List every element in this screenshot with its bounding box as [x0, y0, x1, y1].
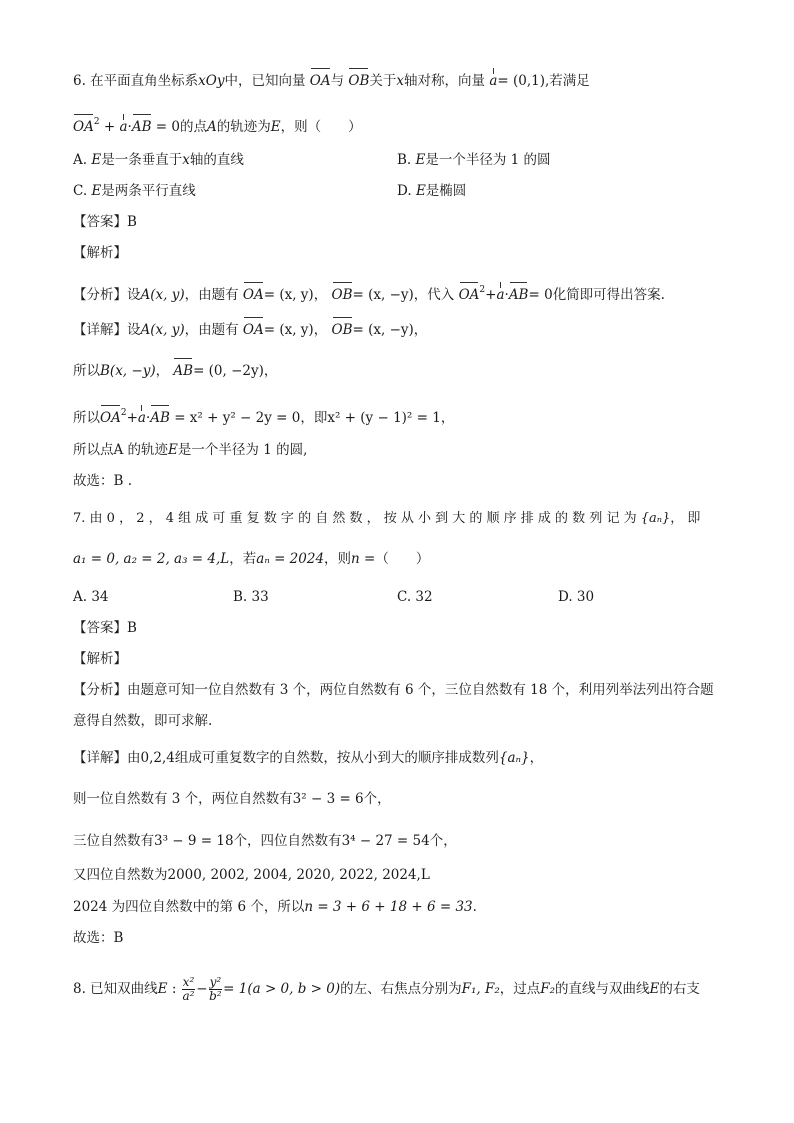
q7-option-d: D. 30 [558, 589, 595, 605]
q6-option-d: D. E是椭圆 [397, 183, 467, 199]
q7-xiangjie-line1: 【详解】由0,2,4组成可重复数字的自然数，按从小到大的顺序排成数列{aₙ}， [73, 750, 544, 766]
q6-stem-line1: 6. 在平面直角坐标系xOy中，已知向量 OA与 OB关于x轴对称，向量 a= (0,1),若满足 [73, 73, 590, 89]
q6-option-a: A. E是一条垂直于x轴的直线 [73, 152, 244, 168]
q6-line-B: 所以B(x, −y)， AB= (0, −2y)， [73, 363, 278, 379]
q6-line-equation: 所以$OA^2+a\cdot AB = x^2 + y^2 - 2y = 0$，即x² + (y − 1)² = 1， [73, 408, 455, 426]
q6-xiangjie: 【详解】设A(x, y)，由题有 OA= (x, y)， OB= (x, −y)， [73, 322, 428, 338]
q6-fenxi: 【分析】设A(x, y)，由题有 OA= (x, y)， OB= (x, −y)，代入 $OA^2+a\cdot AB= 0$化简即可得出答案. [73, 285, 665, 303]
q7-xiangjie-line3: 三位自然数有3³ − 9 = 18个，四位自然数有3⁴ − 27 = 54个， [73, 833, 457, 849]
q7-fenxi-line2: 意得自然数，即可求解. [73, 713, 213, 729]
q6-analysis-heading: 【解析】 [73, 245, 127, 261]
fraction-y2-b2: $\frac{\text{y²}}{\text{b²}}$ [209, 975, 222, 1003]
q7-fenxi-line1: 【分析】由题意可知一位自然数有 3 个，两位自然数有 6 个，三位自然数有 18 个，利用列举法列出符合题 [73, 682, 714, 698]
fraction-x2-a2: $\frac{\text{x²}}{\text{a²}}$ [182, 975, 195, 1003]
q6-answer: 【答案】B [73, 214, 137, 230]
q6-choose: 故选：B . [73, 473, 133, 489]
q7-answer: 【答案】B [73, 620, 137, 636]
q6-option-c: C. E是两条平行直线 [73, 183, 196, 199]
q7-option-a: A. 34 [73, 589, 109, 605]
q7-xiangjie-line4: 又四位自然数为2000, 2002, 2004, 2020, 2022, 2024,L [73, 867, 430, 883]
q7-stem-line1: 7. 由 0 ， 2 ， 4 组 成 可 重 复 数 字 的 自 然 数 ， 按 从 小 到 大 的 顺 序 排 成 的 数 列 记 为 {aₙ}， 即 [73, 511, 701, 526]
q6-stem-line2: $OA^2 + a\cdot AB = 0$的点A的轨迹为E，则（ ） [73, 117, 362, 135]
q7-xiangjie-line5: 2024 为四位自然数中的第 6 个，所以n = 3 + 6 + 18 + 6 = 33. [73, 899, 477, 915]
q6-option-b: B. E是一个半径为 1 的圆 [397, 152, 551, 168]
q7-stem-line2: a₁ = 0, a₂ = 2, a₃ = 4,L，若aₙ = 2024，则n =（ ） [73, 551, 430, 567]
q7-option-b: B. 33 [233, 589, 269, 605]
vector-OA: OA [309, 73, 331, 89]
q7-xiangjie-line2: 则一位自然数有 3 个，两位自然数有3² − 3 = 6个， [73, 791, 391, 807]
q7-choose: 故选：B [73, 930, 124, 946]
q8-stem: 8. 已知双曲线E : $\frac{\text{x²}}{\text{a²}}$ − $\frac{\text{y²}}{\text{b²}}$ = 1(a > 0, b > 0)的左、右焦点分别为F₁, F₂，过点F₂的直线与双曲线E的右支 [73, 975, 700, 1003]
q7-option-c: C. 32 [397, 589, 433, 605]
vector-a: a [489, 73, 498, 89]
q6-conclusion: 所以点A 的轨迹E是一个半径为 1 的圆, [73, 442, 308, 458]
vector-OB: OB [348, 73, 370, 89]
q7-analysis-heading: 【解析】 [73, 651, 127, 667]
